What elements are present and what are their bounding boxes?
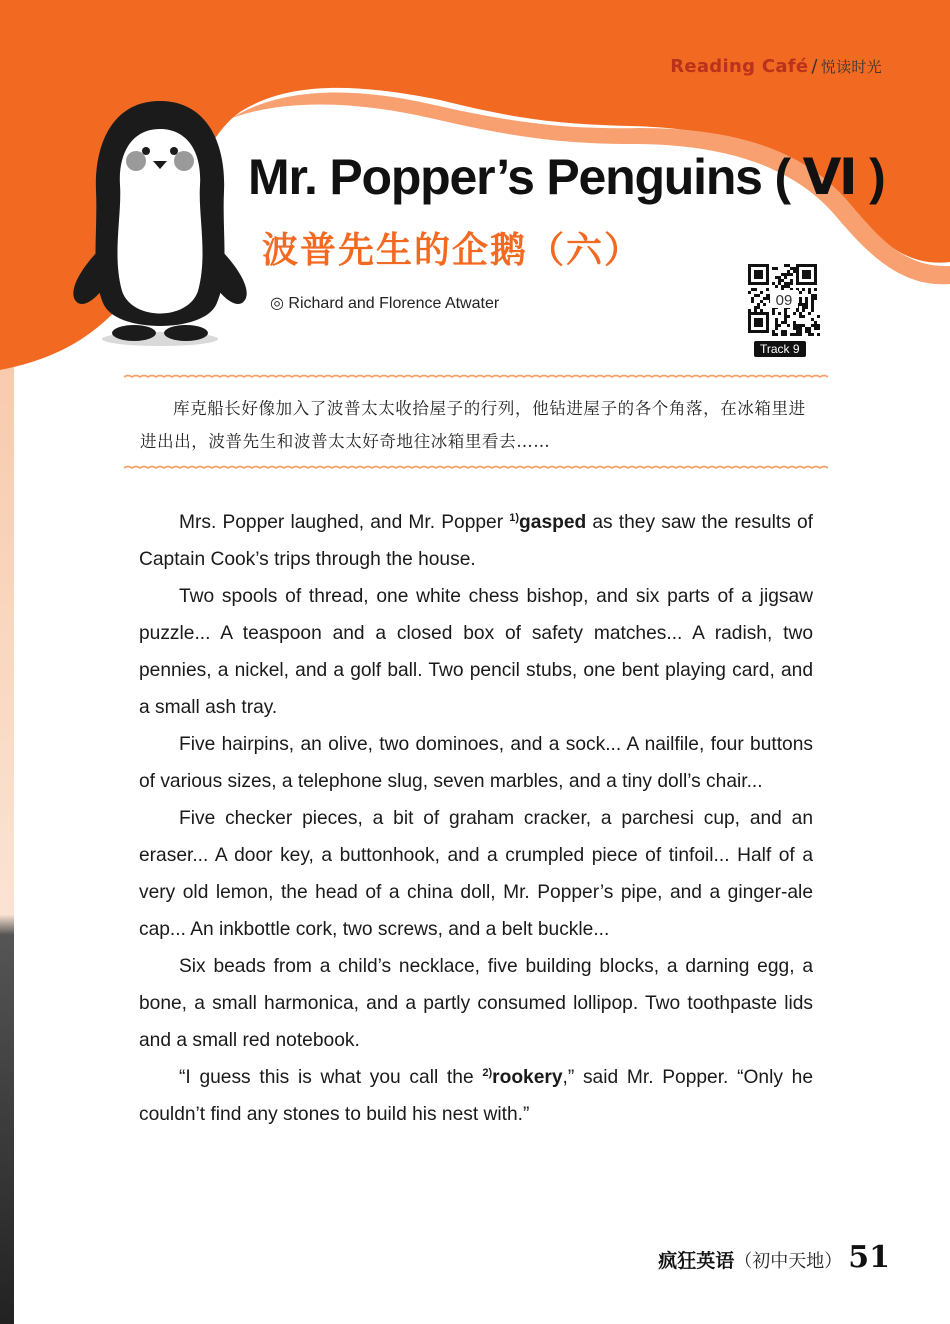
body-paragraph-6 — [139, 1059, 813, 1133]
text-run: Mrs. Popper laughed, and Mr. Popper — [179, 512, 510, 533]
page-footer — [658, 1240, 890, 1275]
article-title-cn: 波普先生的企鹅（六） — [262, 230, 643, 271]
text-run: ,” said Mr. Popper. “Only he couldn’t find any stones to build his nest with.” — [139, 1067, 814, 1125]
page-number: 51 — [848, 1240, 890, 1275]
body-paragraph-5: Six beads from a child’s necklace, five building blocks, a darning egg, a bone, a small harmonica, and a partly consumed lollipop. Two toothpaste lids and a small red notebook. — [139, 956, 813, 1051]
qr-code[interactable] — [748, 264, 820, 336]
footnote-marker-2: 2) — [482, 1067, 493, 1079]
column-header — [670, 56, 882, 77]
audio-track-badge[interactable]: Track 9 — [754, 341, 806, 357]
author-credit: ◎ Richard and Florence Atwater — [270, 295, 500, 312]
left-edge-strip — [0, 300, 14, 1324]
qr-label: 09 — [775, 292, 793, 309]
column-separator: / — [811, 56, 818, 77]
article-body — [139, 504, 813, 1133]
vocab-word-gasped: gasped — [519, 512, 587, 533]
magazine-edition: （初中天地） — [734, 1251, 843, 1272]
body-paragraph-3: Five hairpins, an olive, two dominoes, and a sock... A nailfile, four buttons of various sizes, a telephone slug, seven marbles, and a tiny doll’s chair... — [139, 734, 813, 792]
body-paragraph-2: Two spools of thread, one white chess bishop, and six parts of a jigsaw puzzle... A teaspoon and a closed box of safety matches... A radish, two pennies, a nickel, and a golf ball. Two pencil stubs, one bent playing card, and a small ash tray. — [139, 586, 813, 718]
text-run: “I guess this is what you call the — [179, 1067, 483, 1088]
footnote-marker-1: 1) — [509, 512, 520, 524]
column-name-en: Reading Café — [670, 56, 809, 77]
body-paragraph-1 — [139, 504, 813, 578]
penguin-illustration — [60, 95, 260, 350]
chinese-intro — [140, 392, 816, 458]
vocab-word-rookery: rookery — [492, 1067, 563, 1088]
magazine-name: 疯狂英语 — [658, 1250, 735, 1272]
intro-paragraph: 库克船长好像加入了波普太太收拾屋子的行列，他钻进屋子的各个角落，在冰箱里进进出出，波普先生和波普太太好奇地往冰箱里看去…… — [140, 399, 806, 451]
column-name-cn: 悦读时光 — [820, 58, 882, 76]
text-run: as they saw the results of Captain Cook’s trips through the house. — [139, 512, 814, 570]
body-paragraph-4: Five checker pieces, a bit of graham cracker, a parchesi cup, and an eraser... A door key, a buttonhook, and a crumpled piece of tinfoil... Half of a very old lemon, the head of a china doll, Mr. Popper’s pipe, and a ginger-ale cap... An inkbottle cork, two screws, and a belt buckle... — [139, 808, 813, 940]
article-title: Mr. Popper’s Penguins ( Ⅵ ) — [248, 149, 885, 205]
